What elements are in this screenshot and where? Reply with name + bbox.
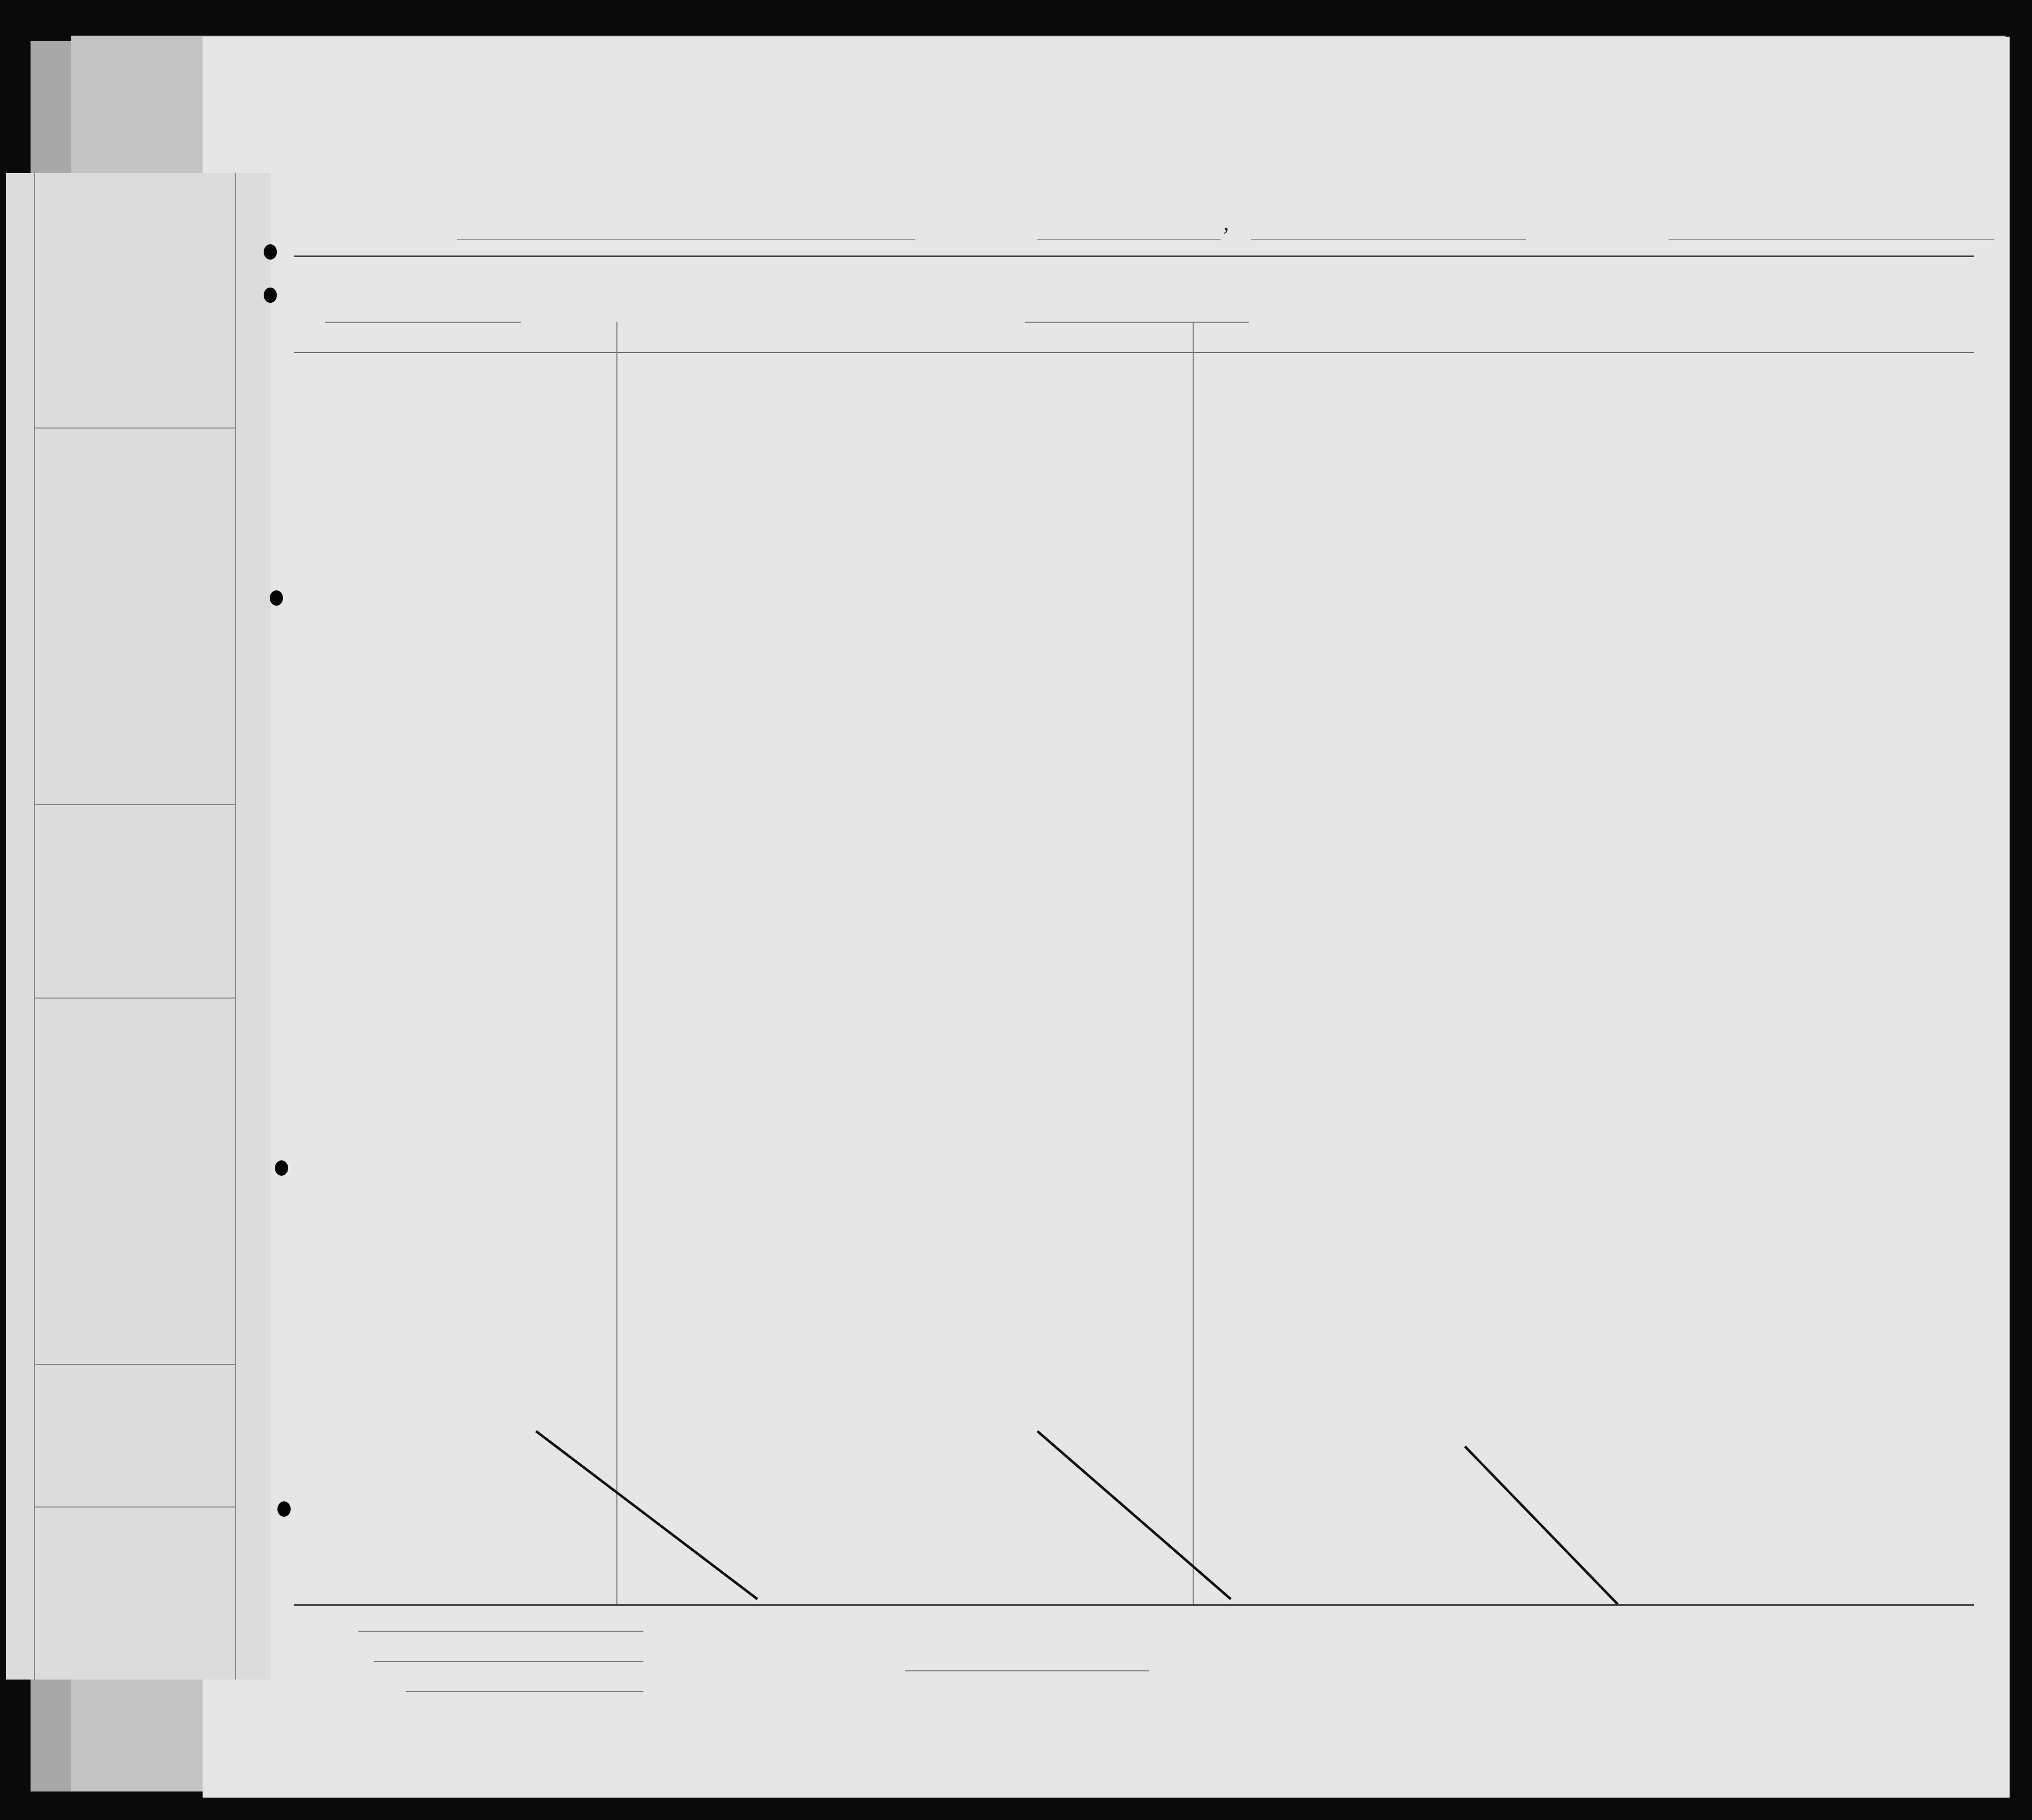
manifest-sheet: , (203, 37, 2010, 1798)
cancel-stroke-race (1465, 1446, 1618, 1604)
binder-hole (277, 1501, 291, 1517)
binder-hole (270, 590, 283, 606)
discharged-seamen-slip (6, 173, 271, 1680)
cancel-stroke-shipped (1037, 1431, 1231, 1599)
binder-hole (275, 1160, 288, 1176)
binder-hole (264, 288, 277, 303)
cancel-stroke-names (536, 1431, 757, 1599)
cancel-strokes (203, 37, 2010, 1798)
binder-hole (264, 244, 277, 260)
